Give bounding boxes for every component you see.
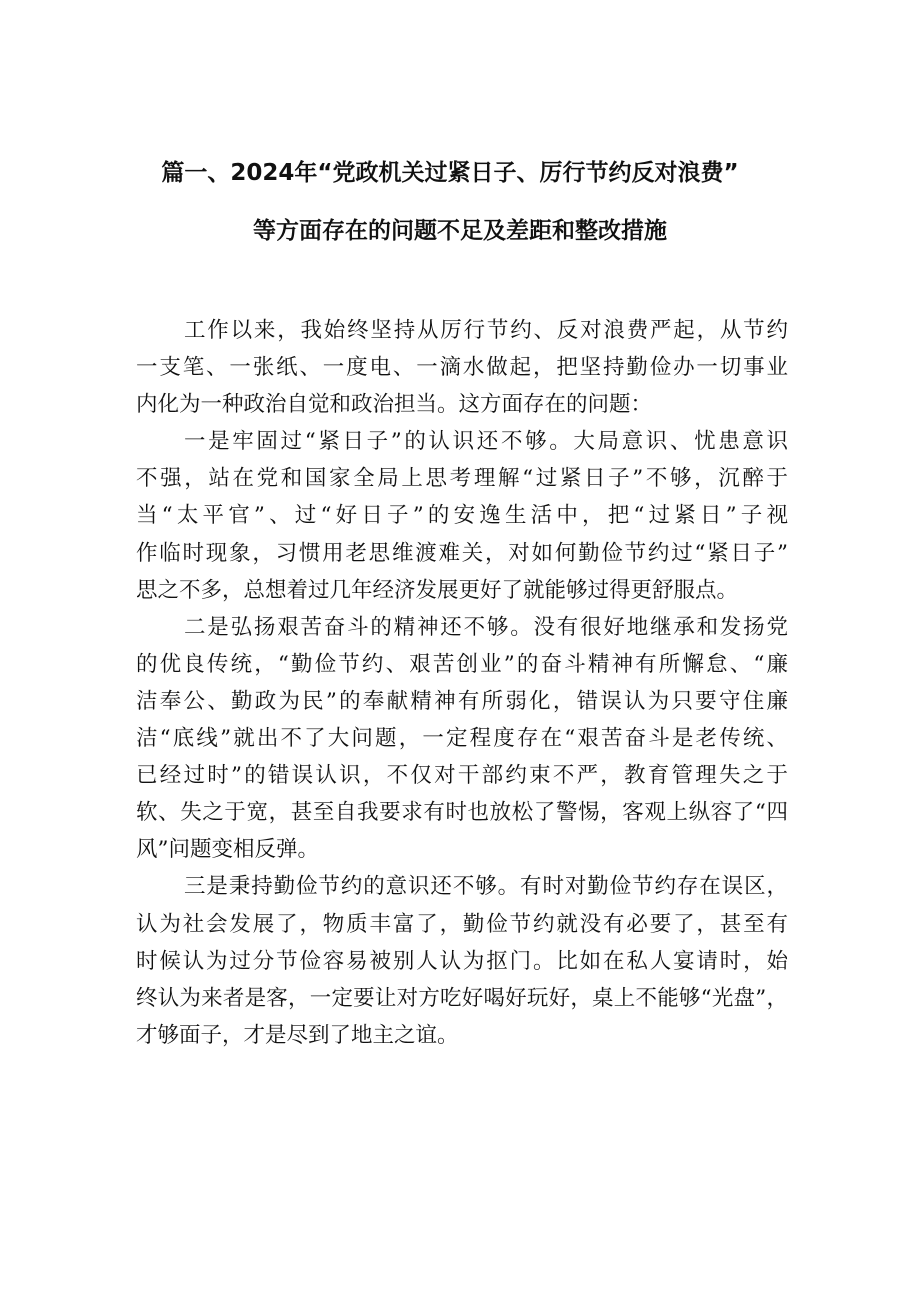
paragraph-line: 风”问题变相反弹。	[136, 837, 319, 863]
paragraph-line: 思之不多，总想着过几年经济发展更好了就能够过得更舒服点。	[136, 577, 739, 603]
paragraph-line: 一是牢固过“紧日子”的认识还不够。大局意识、忧患意识	[184, 429, 788, 455]
paragraph-line: 软、失之于宽，甚至自我要求有时也放松了警惕，客观上纵容了“四	[136, 800, 788, 826]
paragraph-line: 时候认为过分节俭容易被别人认为抠门。比如在私人宴请时，始	[136, 948, 788, 974]
document-title-line-2: 等方面存在的问题不足及差距和整改措施	[253, 218, 667, 244]
document-body	[136, 312, 788, 1054]
paragraph-line: 内化为一种政治自觉和政治担当。这方面存在的问题：	[136, 392, 653, 418]
paragraph-line: 三是秉持勤俭节约的意识还不够。有时对勤俭节约存在误区，	[184, 874, 788, 900]
paragraph-line: 洁奉公、勤政为民”的奉献精神有所弱化，错误认为只要守住廉	[136, 688, 788, 714]
paragraph-line: 作临时现象，习惯用老思维渡难关，对如何勤俭节约过“紧日子”	[136, 540, 788, 566]
paragraph-line: 一支笔、一张纸、一度电、一滴水做起，把坚持勤俭办一切事业	[136, 355, 788, 381]
paragraph-intro	[136, 312, 788, 423]
paragraph-point-three	[136, 868, 788, 1053]
paragraph-line: 已经过时”的错误认识，不仅对干部约束不严，教育管理失之于	[136, 763, 788, 789]
paragraph-line: 认为社会发展了，物质丰富了，勤俭节约就没有必要了，甚至有	[136, 911, 788, 937]
paragraph-line: 当“太平官”、过“好日子”的安逸生活中，把“过紧日”子视	[136, 503, 788, 529]
paragraph-line: 的优良传统，“勤俭节约、艰苦创业”的奋斗精神有所懈怠、“廉	[136, 651, 788, 677]
document-title-line-1: 篇一、2024年“党政机关过紧日子、厉行节约反对浪费”	[161, 160, 739, 186]
paragraph-line: 工作以来，我始终坚持从厉行节约、反对浪费严起，从节约	[184, 318, 788, 343]
paragraph-point-one	[136, 423, 788, 608]
paragraph-line: 终认为来者是客，一定要让对方吃好喝好玩好，桌上不能够“光盘”，	[136, 985, 788, 1011]
paragraph-line: 才够面子，才是尽到了地主之谊。	[136, 1022, 459, 1048]
paragraph-line: 二是弘扬艰苦奋斗的精神还不够。没有很好地继承和发扬党	[184, 614, 788, 640]
paragraph-point-two	[136, 609, 788, 869]
paragraph-line: 洁“底线”就出不了大问题，一定程度存在“艰苦奋斗是老传统、	[136, 726, 788, 752]
paragraph-line: 不强，站在党和国家全局上思考理解“过紧日子”不够，沉醉于	[136, 466, 788, 492]
